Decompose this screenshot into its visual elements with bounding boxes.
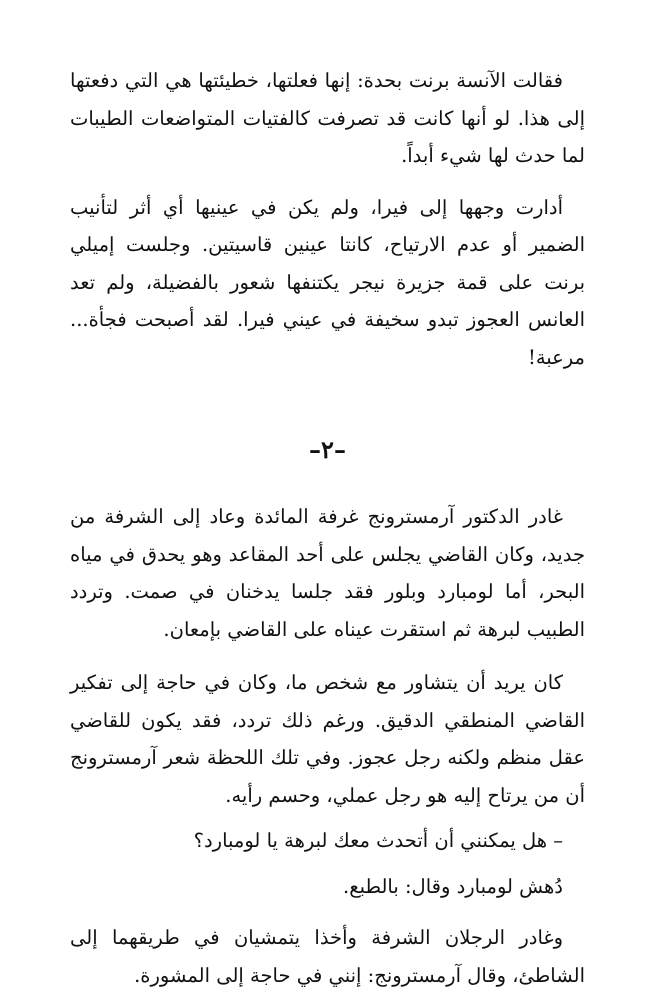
paragraph-closing: وغادر الرجلان الشرفة وأخذا يتمشيان في طريقهما إلى الشاطئ، وقال آرمسترونج: إنني في حاجة إلى المشورة.	[70, 926, 585, 987]
paragraph-brent-speech: فقالت الآنسة برنت بحدة: إنها فعلتها، خطيئتها هي التي دفعتها إلى هذا. لو أنها كانت قد تصرفت كالفتيات المتواضعات الطيبات لما حدث لها شيء أبداً.	[70, 69, 585, 167]
paragraph-armstrong-terrace: غادر الدكتور آرمسترونج غرفة المائدة وعاد إلى الشرفة من جديد، وكان القاضي يجلس على أحد المقاعد وهو يحدق في مياه البحر، أما لومبارد وبلور فقد جلسا يدخنان في صمت. وتردد الطبيب لبرهة ثم استقرت عيناه على القاضي بإمعان.	[70, 505, 585, 641]
book-page	[70, 62, 585, 994]
paragraph-armstrong-decision: كان يريد أن يتشاور مع شخص ما، وكان في حاجة إلى تفكير القاضي المنطقي الدقيق. ورغم ذلك تردد، فقد يكون للقاضي عقل منظم ولكنه رجل عجوز. وفي تلك اللحظة شعر آرمسترونج أن من يرتاح إليه هو رجل عملي، وحسم رأيه.	[70, 671, 585, 807]
paragraph-vera-observation: أدارت وجهها إلى فيرا، ولم يكن في عينيها أي أثر لتأنيب الضمير أو عدم الارتياح، كانتا عينين قاسيتين. وجلست إميلي برنت على قمة جزيرة نيجر يكتنفها شعور بالفضيلة، ولم تعد العانس العجوز تبدو سخيفة في عيني فيرا. لقد أصبحت فجأة... مرعبة!	[70, 195, 585, 369]
reply-line: دُهش لومبارد وقال: بالطبع.	[343, 874, 563, 898]
dialogue-line: – هل يمكنني أن أتحدث معك لبرهة يا لومبارد؟	[193, 829, 563, 852]
chapter-heading: –٢–	[309, 435, 346, 464]
